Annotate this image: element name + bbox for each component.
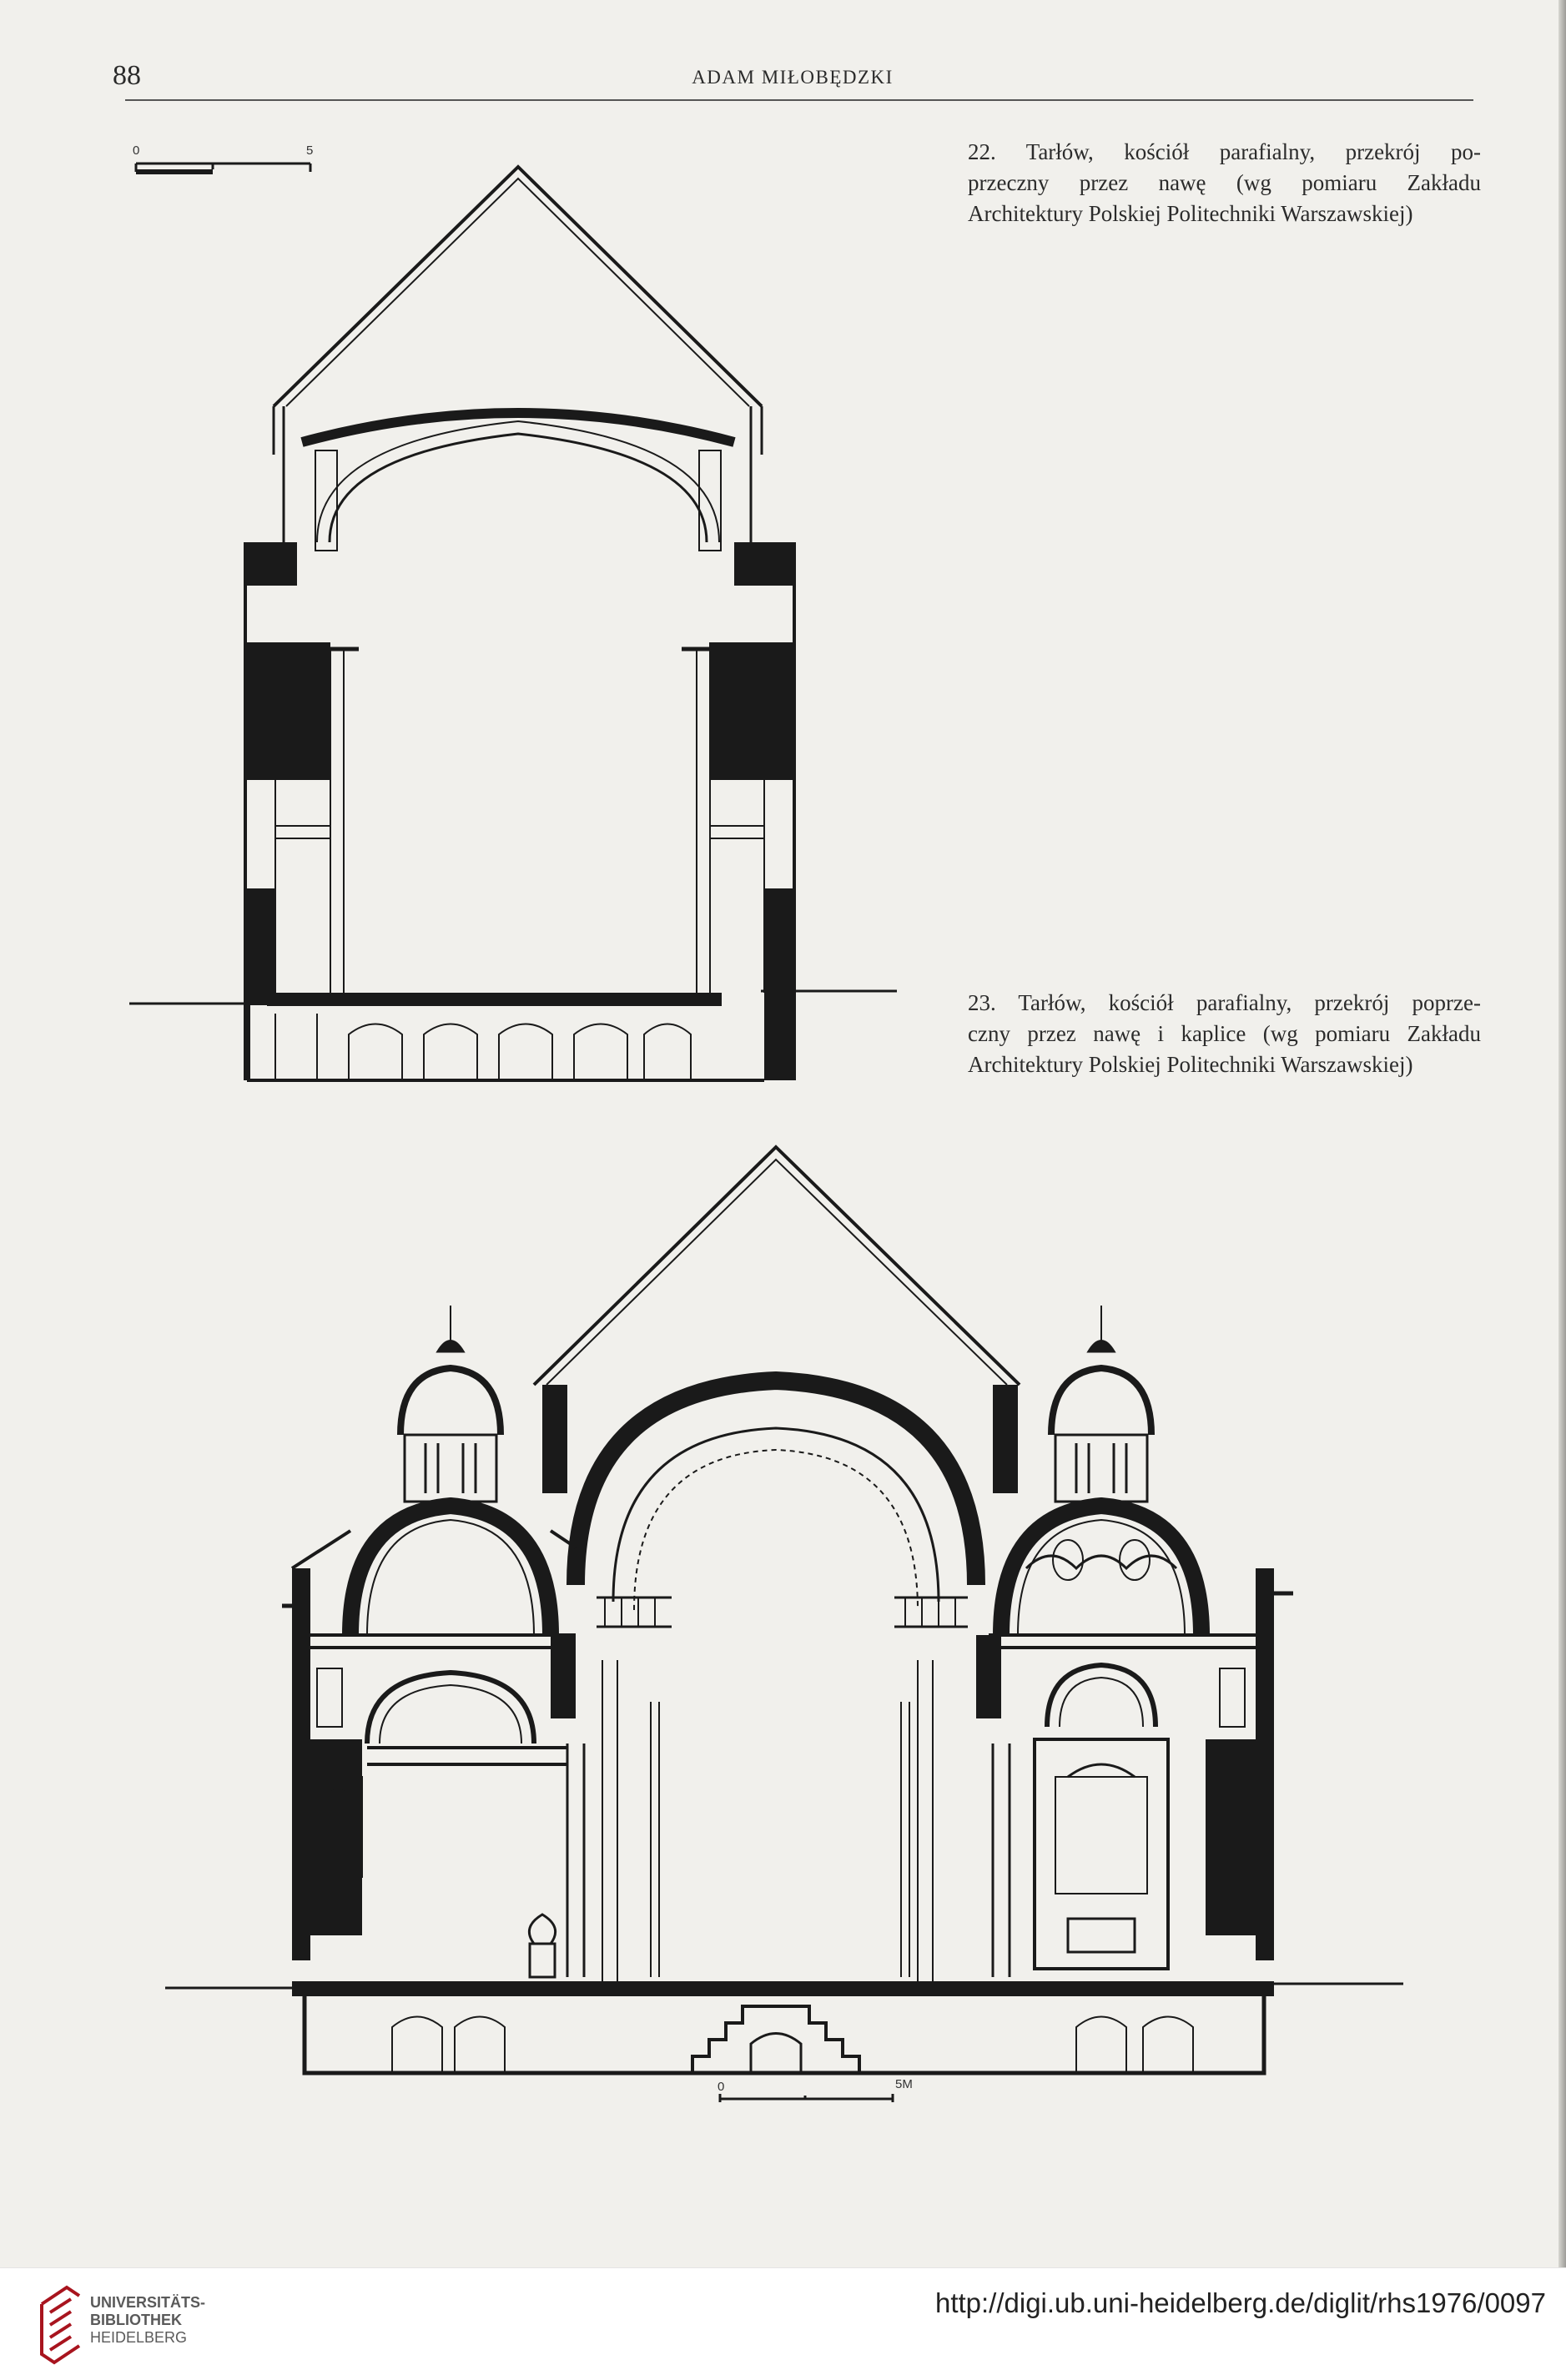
caption-line: czny przez nawę i kaplice (wg pomiaru Zakładu (968, 1021, 1481, 1046)
figure-22-section-drawing (129, 164, 897, 1080)
library-logo-icon (33, 2279, 83, 2371)
source-url-link[interactable]: http://digi.ub.uni-heidelberg.de/diglit/rhs1976/0097 (934, 2287, 1546, 2318)
caption-line: 23. Tarłów, kościół parafialny, przekrój poprze- (968, 990, 1481, 1015)
running-head-author: ADAM MIŁOBĘDZKI (692, 67, 894, 88)
figure-23-scale-end: 5M (895, 2077, 913, 2091)
figure-23-scale-start: 0 (718, 2080, 725, 2094)
library-name (90, 2294, 205, 2347)
caption-line: Architektury Polskiej Politechniki Warszawskiej) (968, 201, 1413, 226)
library-name-line: BIBLIOTHEK (90, 2312, 182, 2328)
footer-bar (0, 2267, 1566, 2380)
caption-line: przeczny przez nawę (wg pomiaru Zakładu (968, 170, 1481, 195)
caption-line: Architektury Polskiej Politechniki Warszawskiej) (968, 1052, 1413, 1077)
figure-22-scale-end: 5 (306, 143, 314, 158)
page-number: 88 (113, 60, 141, 91)
caption-line: 22. Tarłów, kościół parafialny, przekrój po- (968, 139, 1481, 164)
library-name-line: HEIDELBERG (90, 2329, 188, 2346)
figure-23-section-drawing (165, 1147, 1403, 2102)
library-name-line: UNIVERSITÄTS- (90, 2294, 206, 2311)
figure-22-scale-start: 0 (133, 143, 140, 158)
